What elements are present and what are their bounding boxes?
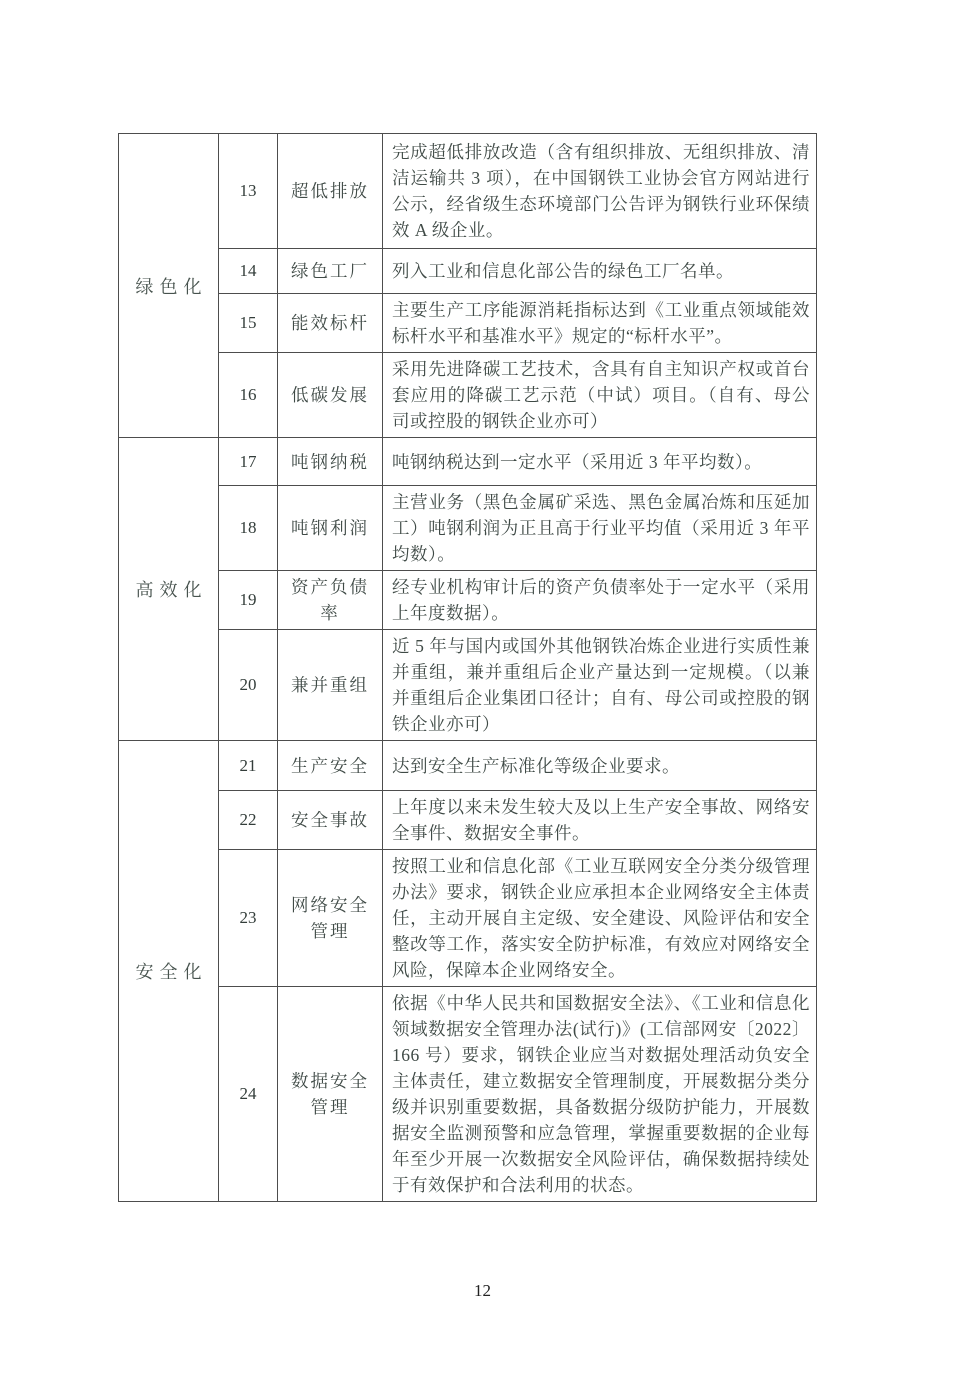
row-number: 15: [219, 294, 278, 353]
indicator-description: 依据《中华人民共和国数据安全法》、《工业和信息化领域数据安全管理办法(试行)》(工信部网安〔2022〕166 号）要求，钢铁企业应当对数据处理活动负安全主体责任，建立数据安全管理制度，开展数据分类分级并识别重要数据，具备数据分级防护能力，开展数据安全监测预警和应急管理，掌握重要数据的企业每年至少开展一次数据安全风险评估，确保数据持续处于有效保护和合法利用的状态。: [383, 987, 817, 1202]
indicator-name: 资产负债率: [278, 571, 383, 630]
table-row: [119, 249, 817, 294]
indicator-description: 近 5 年与国内或国外其他钢铁冶炼企业进行实质性兼并重组，兼并重组后企业产量达到一定规模。（以兼并重组后企业集团口径计；自有、母公司或控股的钢铁企业亦可）: [383, 630, 817, 741]
table-row: [119, 438, 817, 486]
indicator-description: 经专业机构审计后的资产负债率处于一定水平（采用上年度数据）。: [383, 571, 817, 630]
row-number: 16: [219, 353, 278, 438]
row-number: 13: [219, 134, 278, 249]
indicator-name: 网络安全管理: [278, 850, 383, 987]
indicator-description: 吨钢纳税达到一定水平（采用近 3 年平均数）。: [383, 438, 817, 486]
row-number: 18: [219, 486, 278, 571]
indicator-name: 低碳发展: [278, 353, 383, 438]
indicator-description: 主要生产工序能源消耗指标达到《工业重点领域能效标杆水平和基准水平》规定的“标杆水平”。: [383, 294, 817, 353]
indicator-description: 列入工业和信息化部公告的绿色工厂名单。: [383, 249, 817, 294]
table-row: [119, 294, 817, 353]
row-number: 23: [219, 850, 278, 987]
indicator-name: 能效标杆: [278, 294, 383, 353]
table-row: [119, 486, 817, 571]
indicator-description: 达到安全生产标准化等级企业要求。: [383, 741, 817, 791]
indicator-name: 吨钢利润: [278, 486, 383, 571]
table-row: [119, 741, 817, 791]
row-number: 19: [219, 571, 278, 630]
indicator-description: 上年度以来未发生较大及以上生产安全事故、网络安全事件、数据安全事件。: [383, 791, 817, 850]
table-row: [119, 571, 817, 630]
category-cell: [119, 438, 219, 741]
indicator-description: 按照工业和信息化部《工业互联网安全分类分级管理办法》要求，钢铁企业应承担本企业网络安全主体责任，主动开展自主定级、安全建设、风险评估和安全整改等工作，落实安全防护标准，有效应对网络安全风险，保障本企业网络安全。: [383, 850, 817, 987]
category-cell: [119, 741, 219, 1202]
indicator-name: 绿色工厂: [278, 249, 383, 294]
indicator-description: 完成超低排放改造（含有组织排放、无组织排放、清洁运输共 3 项），在中国钢铁工业协会官方网站进行公示，经省级生态环境部门公告评为钢铁行业环保绩效 A 级企业。: [383, 134, 817, 249]
category-cell: [119, 134, 219, 438]
indicator-name: 数据安全管理: [278, 987, 383, 1202]
category-label: 安全化: [135, 962, 208, 982]
row-number: 17: [219, 438, 278, 486]
criteria-table: [118, 133, 817, 1202]
indicator-name: 安全事故: [278, 791, 383, 850]
category-label: 高效化: [135, 580, 208, 600]
category-label: 绿色化: [135, 276, 208, 297]
page-number: 12: [474, 1281, 491, 1300]
indicator-description: 主营业务（黑色金属矿采选、黑色金属冶炼和压延加工）吨钢利润为正且高于行业平均值（采用近 3 年平均数）。: [383, 486, 817, 571]
row-number: 22: [219, 791, 278, 850]
row-number: 24: [219, 987, 278, 1202]
table-row: [119, 850, 817, 987]
table-row: [119, 353, 817, 438]
indicator-name: 超低排放: [278, 134, 383, 249]
row-number: 21: [219, 741, 278, 791]
table-row: [119, 987, 817, 1202]
table-row: [119, 630, 817, 741]
table-row: [119, 134, 817, 249]
indicator-name: 生产安全: [278, 741, 383, 791]
row-number: 20: [219, 630, 278, 741]
indicator-name: 吨钢纳税: [278, 438, 383, 486]
row-number: 14: [219, 249, 278, 294]
table-row: [119, 791, 817, 850]
indicator-name: 兼并重组: [278, 630, 383, 741]
indicator-description: 采用先进降碳工艺技术，含具有自主知识产权或首台套应用的降碳工艺示范（中试）项目。（自有、母公司或控股的钢铁企业亦可）: [383, 353, 817, 438]
